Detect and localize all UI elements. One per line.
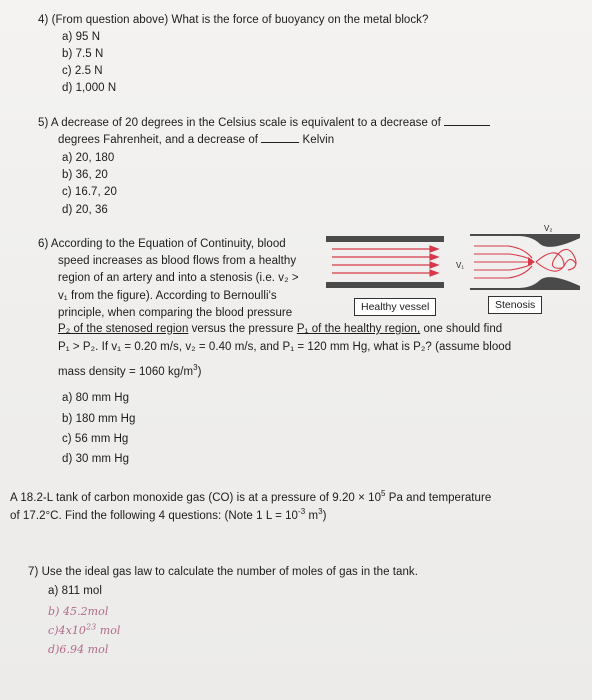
gas-intro-unit: m: [305, 510, 319, 522]
q4-option-d: d) 1,000 N: [62, 82, 117, 94]
gas-intro-line2: [10, 507, 327, 522]
blood-vessel-diagram: [318, 222, 588, 318]
q4-option-a: a) 95 N: [62, 31, 101, 43]
q7-handwritten-c-text: c)4x10: [48, 624, 86, 637]
healthy-flow-arrows: [332, 246, 438, 276]
v1-label: V₁: [456, 261, 465, 270]
q6-line6-mid: versus the pressure: [188, 323, 297, 335]
cubic-exponent: 3: [318, 507, 323, 517]
q5-option-d: d) 20, 36: [62, 204, 108, 216]
v2-label: V₂: [544, 224, 553, 233]
stenosis-bottom-wall: [470, 277, 580, 290]
q4-option-c: c) 2.5 N: [62, 65, 103, 77]
q6-density-close: ): [197, 366, 202, 378]
q6-line7: P₁ > P₂. If v₁ = 0.20 m/s, v₂ = 0.40 m/s, and P₁ = 120 mm Hg, what is P₂? (assume blood: [58, 341, 512, 353]
healthy-vessel-label: Healthy vessel: [354, 298, 436, 316]
q7-handwritten-b: b) 45.2mol: [48, 605, 109, 618]
q5-line1-text: 5) A decrease of 20 degrees in the Celsius scale is equivalent to a decrease of: [38, 117, 441, 129]
q7-handwritten-c: [48, 624, 121, 637]
q5-line1: [38, 117, 490, 129]
healthy-vessel-top-wall: [326, 236, 444, 242]
gas-intro-line1-text: A 18.2-L tank of carbon monoxide gas (CO) is at a pressure of 9.20 × 10: [10, 492, 382, 504]
q5-option-a: a) 20, 180: [62, 152, 115, 164]
gas-intro-line2-text: of 17.2°C. Find the following 4 questions: (Note 1 L = 10: [10, 510, 298, 522]
q6-option-c: c) 56 mm Hg: [62, 433, 129, 445]
q6-p1-underlined: P₁ of the healthy region,: [296, 323, 421, 335]
q7-handwritten-c-exponent: 23: [85, 622, 97, 632]
q5-option-b: b) 36, 20: [62, 169, 108, 181]
q6-p2-underlined: P₂ of the stenosed region: [58, 323, 189, 335]
q6-line2: speed increases as blood flows from a healthy: [58, 255, 297, 267]
stenosis-label: Stenosis: [488, 296, 542, 314]
q7-handwritten-c-unit: mol: [96, 624, 121, 637]
q6-option-b: b) 180 mm Hg: [62, 413, 136, 425]
q5-line2-text-a: degrees Fahrenheit, and a decrease of: [58, 134, 259, 146]
q7-question: 7) Use the ideal gas law to calculate the number of moles of gas in the tank.: [28, 566, 418, 578]
q4-question: 4) (From question above) What is the force of buoyancy on the metal block?: [38, 14, 429, 26]
healthy-vessel-bottom-wall: [326, 282, 444, 288]
q6-option-a: a) 80 mm Hg: [62, 392, 130, 404]
gas-intro-line1: [10, 489, 492, 504]
q4-option-b: b) 7.5 N: [62, 48, 104, 60]
gas-intro-close: ): [322, 510, 327, 522]
q6-density-exponent: 3: [193, 363, 198, 373]
q5-line2-text-b: Kelvin: [302, 134, 335, 146]
q7-handwritten-d: d)6.94 mol: [48, 643, 109, 656]
q5-blank-fahrenheit: [444, 125, 490, 126]
q6-line8: [58, 363, 202, 378]
q5-blank-kelvin: [261, 142, 299, 143]
q7-option-a: a) 811 mol: [48, 585, 102, 597]
q5-option-c: c) 16.7, 20: [62, 186, 117, 198]
stenosis-top-wall: [470, 234, 580, 247]
gas-intro-line1-end: Pa and temperature: [385, 492, 492, 504]
stenosis-flow-arrows: [474, 246, 576, 278]
q6-line4: v₁ from the figure). According to Bernoulli's: [58, 290, 277, 302]
q6-option-d: d) 30 mm Hg: [62, 453, 130, 465]
q5-line2: [58, 134, 334, 146]
q6-line6: [58, 323, 502, 335]
q6-line5: principle, when comparing the blood pressure: [58, 307, 293, 319]
liter-exponent: -3: [298, 507, 306, 517]
q6-density-text: mass density = 1060 kg/m: [58, 366, 194, 378]
q6-line1: 6) According to the Equation of Continuity, blood: [38, 238, 286, 250]
gas-pressure-exponent: 5: [381, 489, 386, 499]
q6-line3: region of an artery and into a stenosis (i.e. v₂ >: [58, 272, 299, 284]
q6-line6-end: one should find: [420, 323, 503, 335]
